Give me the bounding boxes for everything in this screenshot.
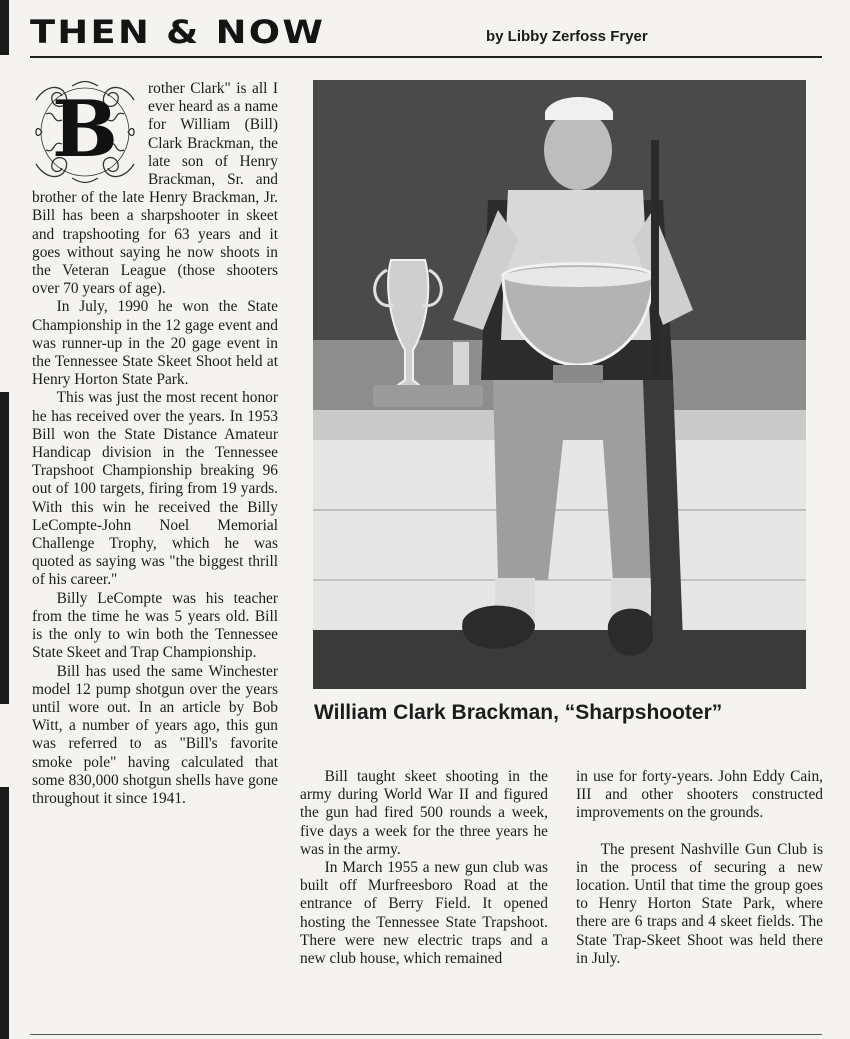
paragraph: This was just the most recent honor he has received over the years. In 1953 Bill won the State Distance Amateur Handicap division in the Tennessee Trapshoot Championship breaking 96 out of 100 targets, firing from 19 yards. With this win he received the Billy LeCompte-John Noel Memorial Challenge Trophy, which he was quoted as saying was "the biggest thrill of his career." bbox=[32, 389, 278, 589]
left-edge-bar-top bbox=[0, 0, 9, 55]
photo-sharpshooter-with-trophies bbox=[313, 80, 806, 689]
paragraph: Bill has used the same Winchester model 12 pump shotgun over the years until wore out. In an article by Bob Witt, a number of years ago, this gun was referred to as "Bill's favorite smoke pole" having calculated that some 830,000 shotgun shells have gone throughout it since 1941. bbox=[32, 662, 278, 807]
paragraph: The present Nashville Gun Club is in the process of securing a new location. Until that time the group goes to Henry Horton State Park, where there are 6 traps and 4 skeet fields. The State Trap-Skeet Shoot was held there in July. bbox=[576, 840, 823, 967]
header-rule bbox=[30, 56, 822, 58]
left-edge-bar-bottom bbox=[0, 787, 9, 1039]
photo-caption: William Clark Brackman, “Sharpshooter” bbox=[314, 701, 723, 724]
paragraph: Bill taught skeet shooting in the army during World War II and figured the gun had fired 500 rounds a week, five days a week for the three years he was in the army. bbox=[300, 768, 548, 858]
paragraph: in use for forty-years. John Eddy Cain, III and other shooters constructed improvements on the grounds. bbox=[576, 768, 823, 822]
paragraph: rother Clark" is all I ever heard as a name for William (Bill) Clark Brackman, the late son of Henry Brackman, Sr. and brother of the late Henry Brackman, Jr. Bill has been a sharpshooter in skeet and trapshooting for 63 years and it goes without saying he now shoots in the Veteran League (those shooters over 70 years of age). bbox=[32, 80, 278, 298]
drop-cap bbox=[32, 80, 138, 184]
footer-rule bbox=[30, 1034, 822, 1035]
drop-cap-letter: B bbox=[52, 84, 118, 175]
column-title: THEN & NOW bbox=[30, 13, 326, 51]
article-column-1 bbox=[32, 80, 278, 808]
byline: by Libby Zerfoss Fryer bbox=[486, 28, 648, 45]
left-edge-bar-middle bbox=[0, 392, 9, 704]
article-column-2 bbox=[300, 768, 548, 968]
paragraph: In March 1955 a new gun club was built off Murfreesboro Road at the entrance of Berry Field. It opened hosting the Tennessee State Trapshoot. There were new electric traps and a new club house, which remained bbox=[300, 859, 548, 968]
paragraph: Billy LeCompte was his teacher from the time he was 5 years old. Bill is the only to win both the Tennessee State Skeet and Trap Championship. bbox=[32, 589, 278, 662]
masthead bbox=[30, 12, 820, 56]
paragraph: In July, 1990 he won the State Championship in the 12 gage event and was runner-up in the 20 gage event in the Tennessee State Skeet Shoot held at Henry Horton State Park. bbox=[32, 298, 278, 389]
article-column-3 bbox=[576, 768, 823, 968]
